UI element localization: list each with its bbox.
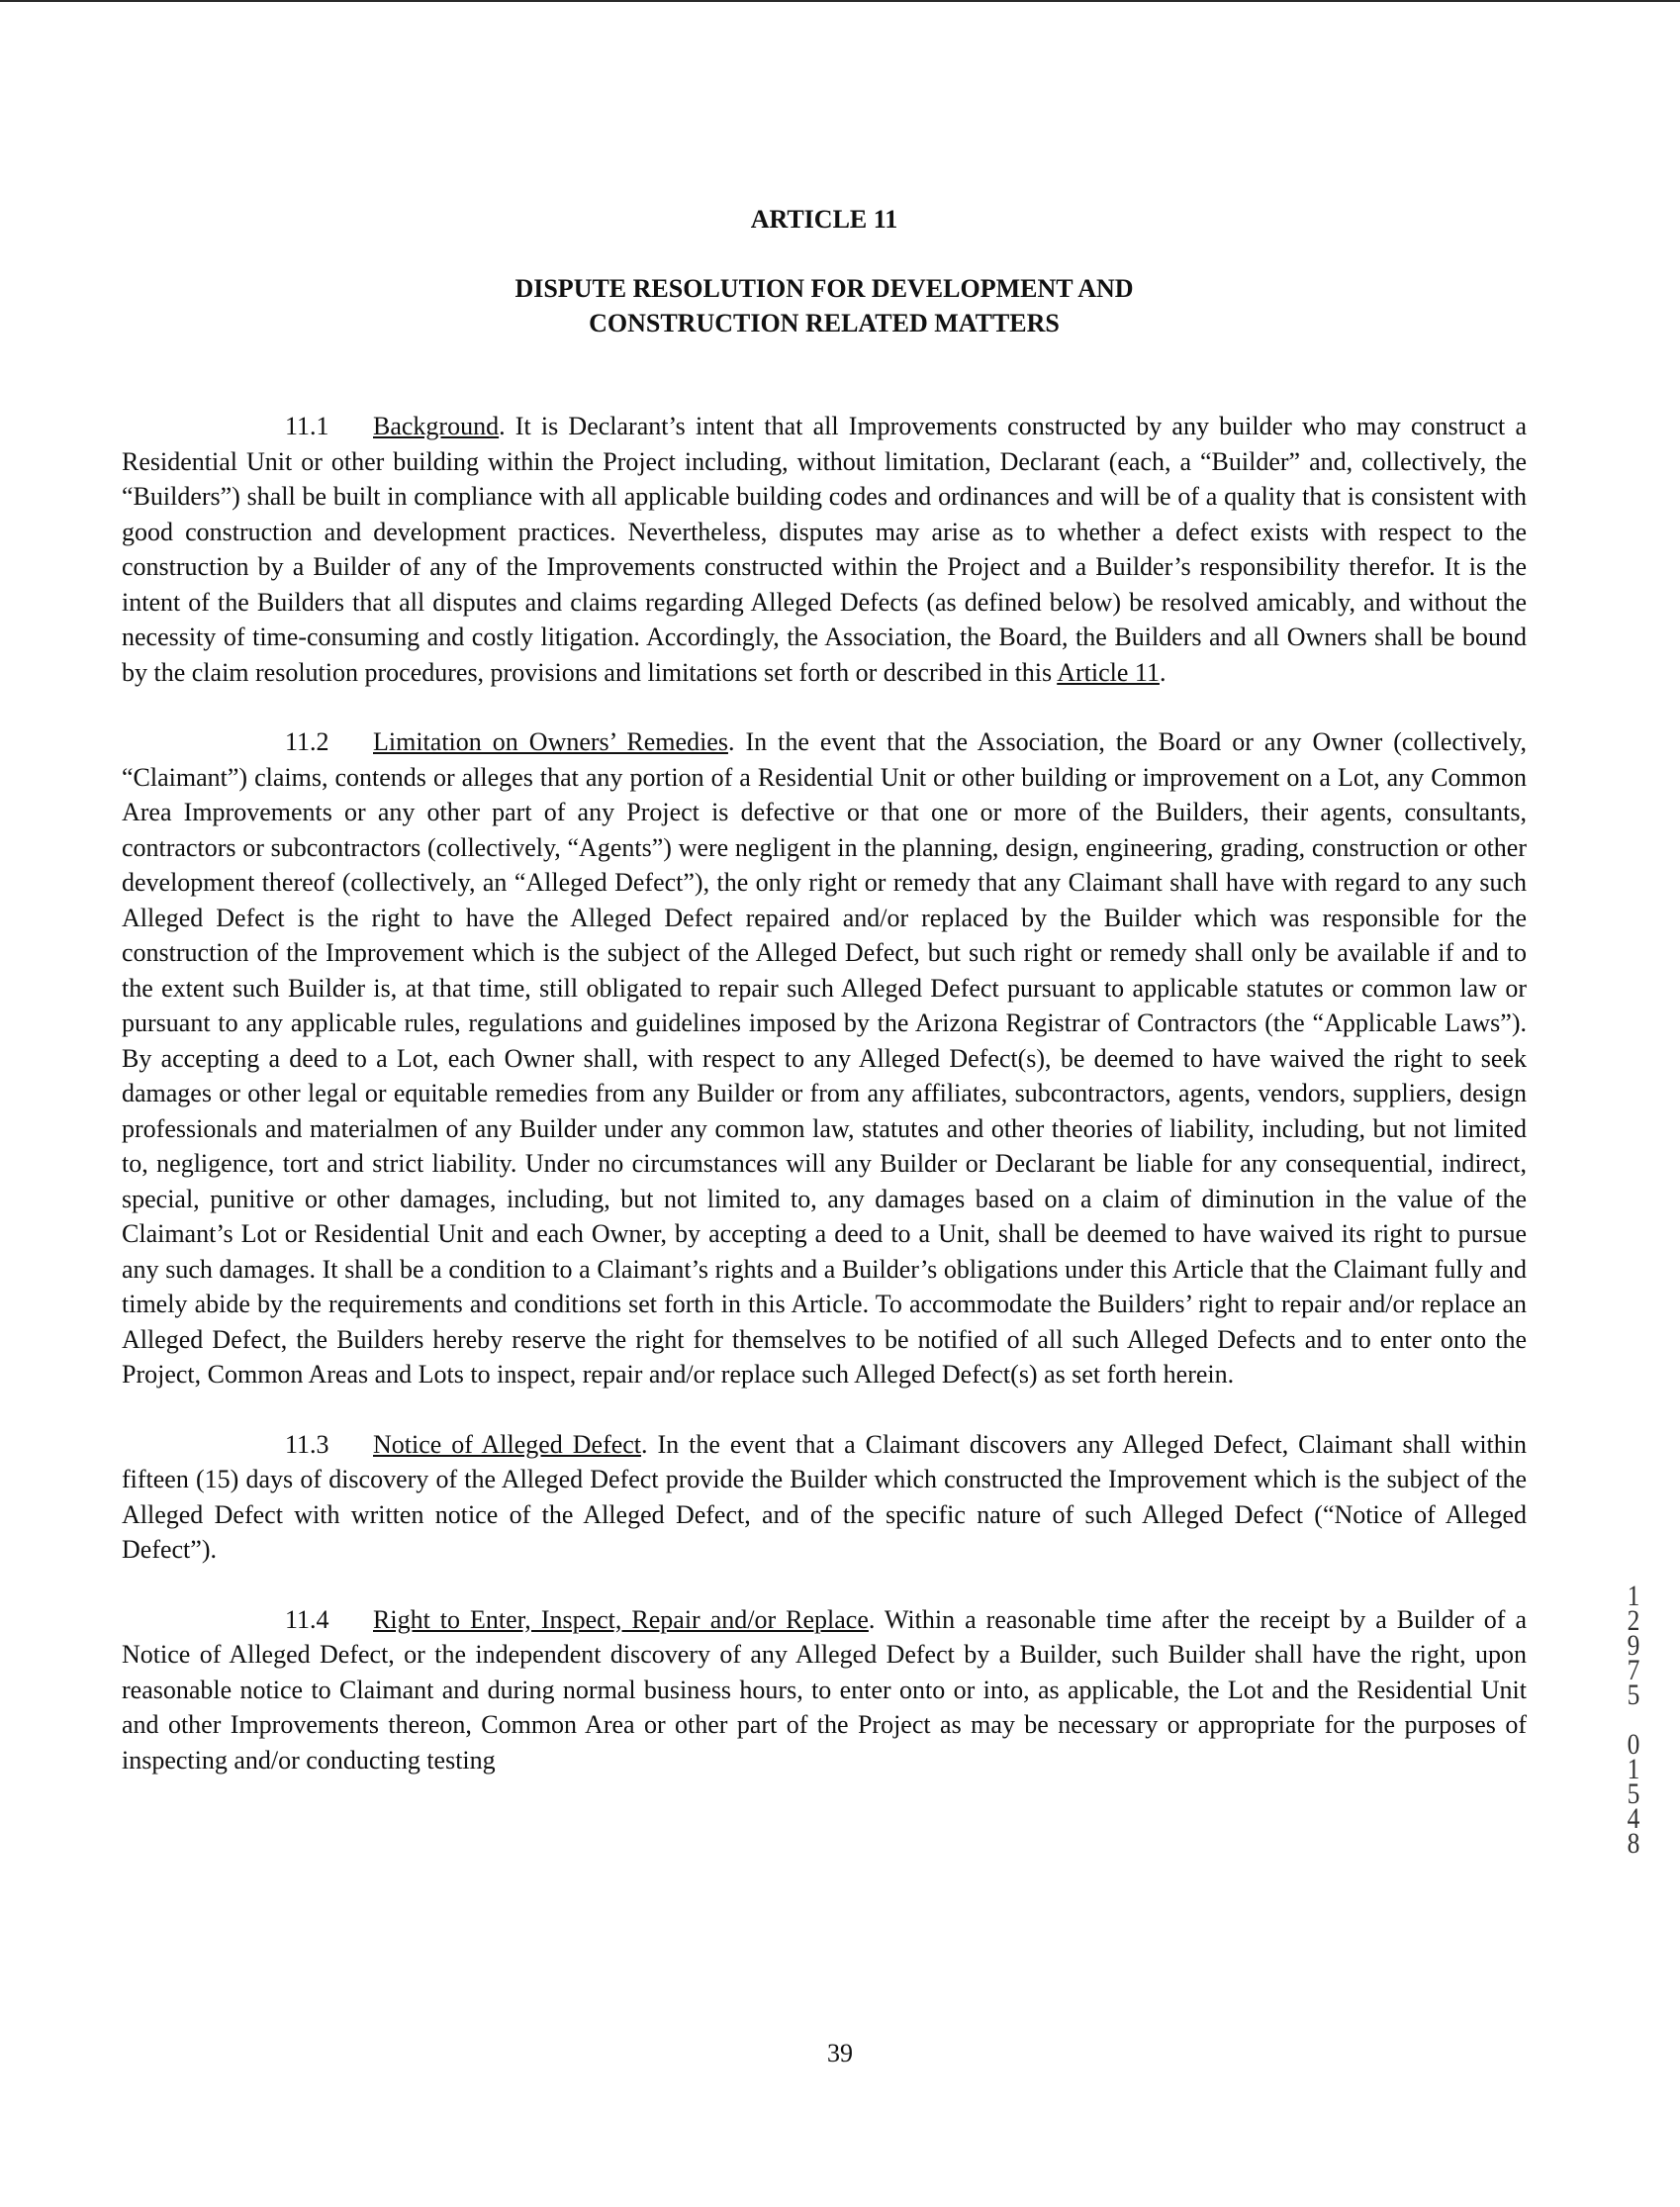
page-number: 39 xyxy=(827,2039,853,2067)
section-body: . It is Declarant’s intent that all Improvements constructed by any builder who may construct a Residential Unit or other building within the Project including, without limitation, Declarant (each, a “Builder” and, collectively, the “Builders”) shall be built in compliance with all applicable building codes and ordinances and will be of a quality that is consistent with good construction and development practices. Nevertheless, disputes may arise as to whether a defect exists with respect to the construction by a Builder of any of the Improvements constructed within the Project and a Builder’s responsibility therefor. It is the intent of the Builders that all disputes and claims regarding Alleged Defects (as defined below) be resolved amicably, and without the necessity of time-consuming and costly litigation. Accordingly, the Association, the Board, the Builders and all Owners shall be bound by the claim resolution procedures, provisions and limitations set forth or described in this xyxy=(122,412,1527,687)
section-heading: Limitation on Owners’ Remedies xyxy=(373,727,728,756)
top-border-line xyxy=(0,0,1680,2)
section-11-4 xyxy=(122,1602,1527,1778)
stamp-digit: 9 xyxy=(1627,1629,1640,1662)
stamp-digit: 5 xyxy=(1627,1679,1640,1711)
recording-number-stamp xyxy=(1621,1580,1646,1860)
stamp-digit: 5 xyxy=(1627,1777,1640,1810)
stamp-digit: 7 xyxy=(1627,1654,1640,1686)
section-number: 11.3 xyxy=(285,1429,329,1459)
stamp-digit: 1 xyxy=(1627,1753,1640,1785)
article-heading: ARTICLE 11 xyxy=(750,205,898,234)
section-heading: Right to Enter, Inspect, Repair and/or Replace xyxy=(373,1604,869,1634)
section-number: 11.4 xyxy=(285,1604,329,1634)
section-body: . In the event that a Claimant discovers any Alleged Defect, Claimant shall within fifteen (15) days of discovery of the Alleged Defect provide the Builder which constructed the Improvement which is the subject of the Alleged Defect with written notice of the Alleged Defect, and of the specific nature of such Alleged Defect (“Notice of Alleged Defect”). xyxy=(122,1429,1527,1564)
section-11-2 xyxy=(122,724,1527,1392)
section-heading: Notice of Alleged Defect xyxy=(373,1429,642,1459)
article-title-line-1: DISPUTE RESOLUTION FOR DEVELOPMENT AND xyxy=(514,274,1134,303)
article-title xyxy=(122,271,1527,340)
stamp-digit: 2 xyxy=(1627,1604,1640,1637)
stamp-digit: 1 xyxy=(1627,1580,1640,1612)
stamp-digit: 8 xyxy=(1627,1827,1640,1860)
document-page xyxy=(122,203,1527,1812)
section-11-1 xyxy=(122,409,1527,690)
stamp-digit: 0 xyxy=(1627,1728,1640,1761)
article-reference: Article 11 xyxy=(1057,657,1160,687)
section-body: . In the event that the Association, the Board or any Owner (collectively, “Claimant”) claims, contends or alleges that any portion of a Residential Unit or other building or improvement on a Lot, any Common Area Improvements or any other part of any Project is defective or that one or more of the Builders, their agents, consultants, contractors or subcontractors (collectively, “Agents”) were negligent in the planning, design, engineering, grading, construction or other development thereof (collectively, an “Alleged Defect”), the only right or remedy that any Claimant shall have with regard to any such Alleged Defect is the right to have the Alleged Defect repaired and/or replaced by the Builder which was responsible for the construction of the Improvement which is the subject of the Alleged Defect, but such right or remedy shall only be available if and to the extent such Builder is, at that time, still obligated to repair such Alleged Defect pursuant to applicable statutes or common law or pursuant to any applicable rules, regulations and guidelines imposed by the Arizona Registrar of Contractors (the “Applicable Laws”). By accepting a deed to a Lot, each Owner shall, with respect to any Alleged Defect(s), be deemed to have waived the right to seek damages or other legal or equitable remedies from any Builder or from any affiliates, subcontractors, agents, vendors, suppliers, design professionals and materialmen of any Builder under any common law, statutes and other theories of liability, including, but not limited to, negligence, tort and strict liability. Under no circumstances will any Builder or Declarant be liable for any consequential, indirect, special, punitive or other damages, including, but not limited to, any damages based on a claim of diminution in the value of the Claimant’s Lot or Residential Unit and each Owner, by accepting a deed to a Unit, shall be deemed to have waived its right to pursue any such damages. It shall be a condition to a Claimant’s rights and a Builder’s obligations under this Article that the Claimant fully and timely abide by the requirements and conditions set forth in this Article. To accommodate the Builders’ right to repair and/or replace an Alleged Defect, the Builders hereby reserve the right for themselves to be notified of all such Alleged Defects and to enter onto the Project, Common Areas and Lots to inspect, repair and/or replace such Alleged Defect(s) as set forth herein. xyxy=(122,727,1527,1389)
section-11-3 xyxy=(122,1427,1527,1568)
section-heading: Background xyxy=(373,412,500,440)
stamp-digit: 4 xyxy=(1627,1802,1640,1835)
section-tail: . xyxy=(1159,657,1167,687)
section-number: 11.2 xyxy=(285,727,329,756)
section-body: . Within a reasonable time after the receipt by a Builder of a Notice of Alleged Defect, or the independent discovery of any Alleged Defect by a Builder, such Builder shall have the right, upon reasonable notice to Claimant and during normal business hours, to enter onto or into, as applicable, the Lot and the Residential Unit and other Improvements thereon, Common Area or other part of the Project as may be necessary or appropriate for the purposes of inspecting and/or conducting testing xyxy=(122,1604,1527,1775)
article-title-line-2: CONSTRUCTION RELATED MATTERS xyxy=(589,309,1060,337)
section-number: 11.1 xyxy=(285,412,329,440)
